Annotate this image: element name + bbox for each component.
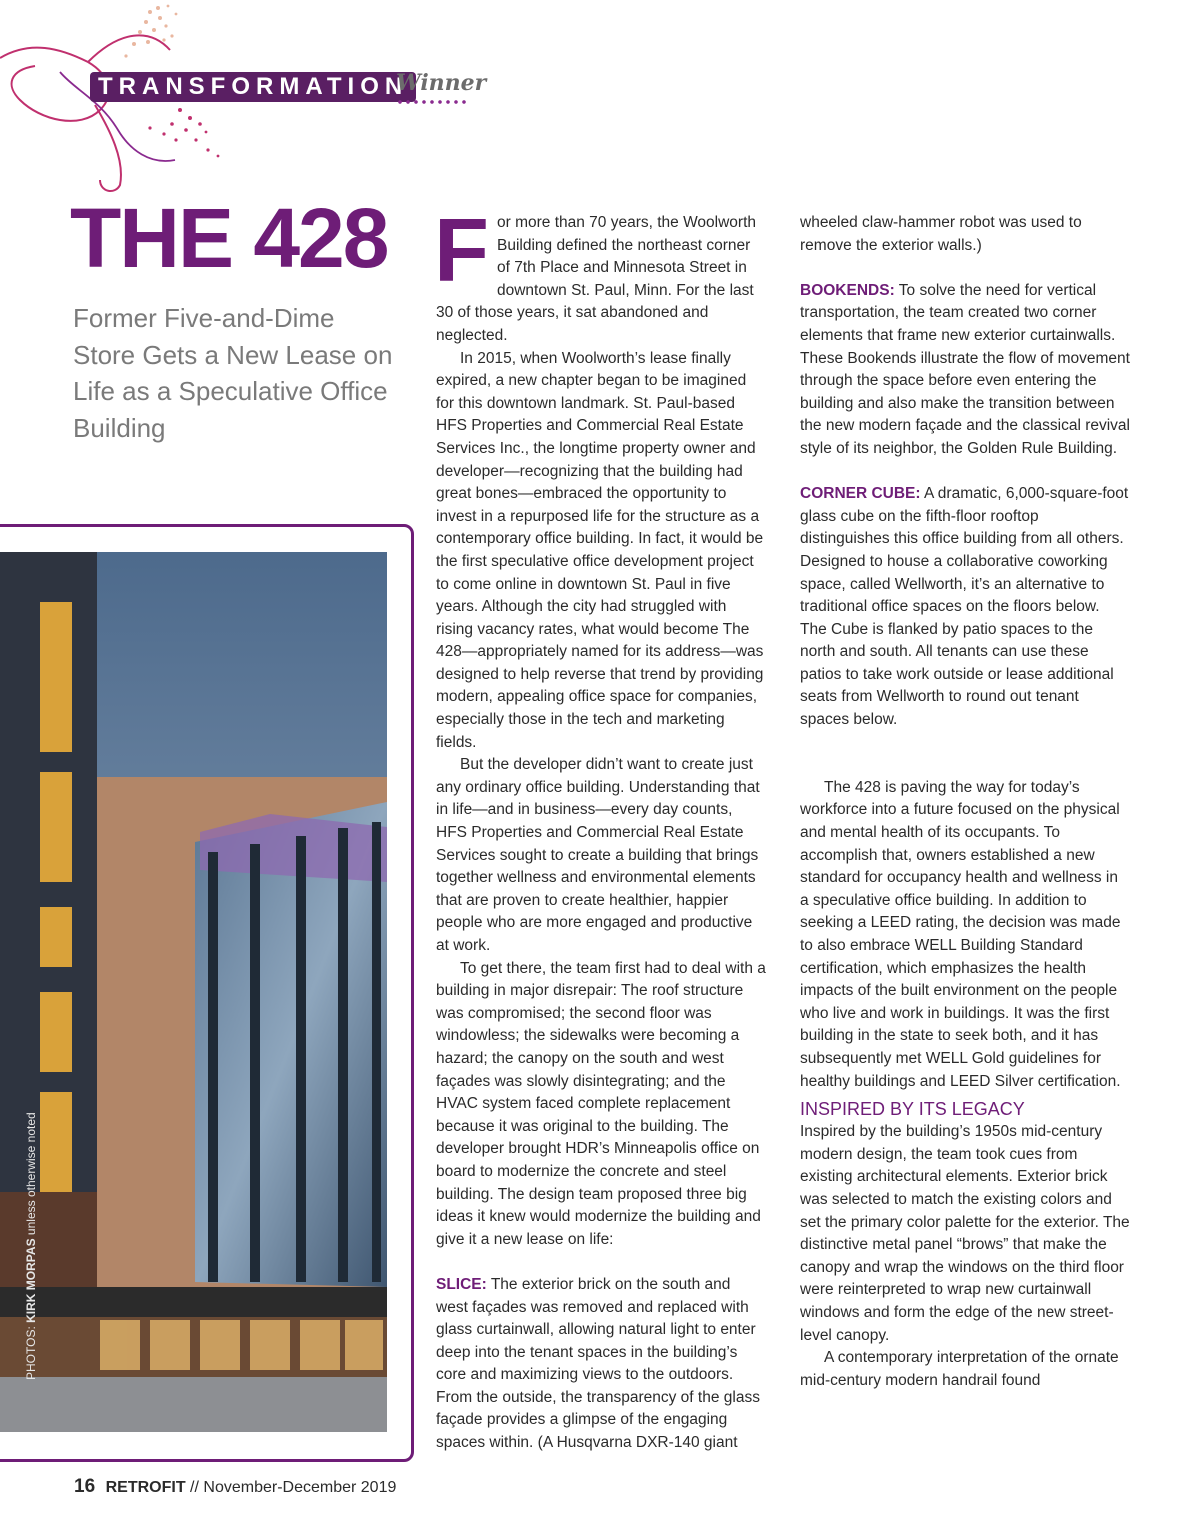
corner-cube-text: A dramatic, 6,000-square-foot glass cube on the fifth-floor rooftop distinguishes this office building from all others. Designed to house a collaborative coworking space, called Wellworth, it’s an alternative to traditional office spaces on the floors below. The Cube is flanked by patio spaces to the north and south. All tenants can use these patios to take work outside or lease additional seats from Wellworth to round out tenant spaces below. — [800, 485, 1129, 729]
paragraph: To get there, the team first had to deal with a building in major disrepair: The roof structure was compromised; the second floor was windowless; the sidewalks were becoming a hazard; the canopy on the south and west façades was slowly disintegrating; and the HVAC system faced complete replacement because it was original to the building. The developer brought HDR’s Minneapolis office on board to modernize the concrete and steel building. The design team proposed three big ideas it knew would modernize the building and give it a new lease on life: — [436, 959, 766, 1248]
paragraph: Inspired by the building’s 1950s mid-century modern design, the team took cues from existing architectural elements. Exterior brick was selected to match the existing colors and set the primary color palette for the exterior. The distinctive metal panel “brows” that make the canopy and wrap the windows on the third floor were reinterpreted to wrap new curtainwall windows and form the edge of the new street-level canopy. — [800, 1123, 1130, 1344]
paragraph: But the developer didn’t want to create just any ordinary office building. Understanding that in life—and in business—every day counts, HFS Properties and Commercial Real Estate Services sought to create a building that brings together wellness and environmental elements that are proven to create healthier, happier people who are more engaged and productive at work. — [436, 756, 760, 954]
body-column-2 — [800, 212, 1130, 1392]
corner-cube-label: CORNER CUBE: — [800, 485, 921, 503]
body-column-1 — [434, 201, 766, 1455]
paragraph: wheeled claw-hammer robot was used to remove the exterior walls.) — [800, 214, 1082, 254]
drop-cap: F — [434, 201, 489, 301]
paragraph: In 2015, when Woolworth’s lease finally expired, a new chapter began to be imagined for this downtown landmark. St. Paul-based HFS Properties and Commercial Real Estate Services Inc., the longtime property owner and developer—recognizing that the building had great bones—embraced the opportunity to invest in a repurposed life for the structure as a contemporary office building. In fact, it would be the first speculative office development project to come online in downtown St. Paul in five years. Although the city had struggled with rising vacancy rates, what would become The 428—appropriately named for its address—was designed to help reverse that trend by providing modern, appealing office space for companies, especially those in the tech and marketing fields. — [436, 349, 764, 751]
page-footer — [74, 1476, 396, 1498]
section-banner — [90, 72, 416, 102]
article-subtitle: Former Five-and-Dime Store Gets a New Lease on Life as a Speculative Office Building — [73, 303, 393, 443]
winner-dots-divider — [396, 100, 468, 104]
bookends-label: BOOKENDS: — [800, 281, 895, 299]
photo-credit — [24, 1112, 38, 1380]
slice-paragraph — [436, 1274, 766, 1455]
paragraph-intro-text: or more than 70 years, the Woolworth Building defined the northeast corner of 7th Place and Minnesota Street in downtown St. Paul, Minn. For the last 30 of those years, it sat abandoned and neglected. — [436, 214, 757, 344]
slice-text: The exterior brick on the south and west façades was removed and replaced with glass curtainwall, allowing natural light to enter deep into the tenant spaces in the building’s core and maximizing views to the outdoors. From the outside, the transparency of the glass façade provides a glimpse of the engaging spaces within. (A Husqvarna DXR-140 giant — [436, 1275, 760, 1452]
corner-cube-paragraph — [800, 483, 1130, 732]
credit-note: unless otherwise noted — [24, 1112, 38, 1236]
bookends-paragraph — [800, 280, 1130, 461]
page-number: 16 — [74, 1476, 96, 1497]
paragraph-intro — [434, 201, 766, 348]
magazine-name: RETROFIT — [105, 1479, 186, 1496]
paragraph: The 428 is paving the way for today’s workforce into a future focused on the physical and mental health of its occupants. To accomplish that, owners established a new standard for occupancy health and wellness in a speculative office building. In addition to seeking a LEED rating, the decision was made to also embrace WELL Building Standard certification, which emphasizes the health impacts of the built environment on the people who live and work in buildings. It was the first building in the state to seek both, and it has subsequently met WELL Gold guidelines for healthy buildings and LEED Silver certification. — [800, 778, 1121, 1090]
article-title: THE 428 — [70, 191, 388, 285]
paragraph: A contemporary interpretation of the ornate mid-century modern handrail found — [800, 1349, 1119, 1389]
building-photo — [0, 552, 387, 1432]
credit-label: PHOTOS: — [24, 1326, 38, 1380]
slice-label: SLICE: — [436, 1275, 487, 1293]
banner-label: TRANSFORMATION — [98, 73, 409, 100]
winner-badge: Winner — [396, 70, 487, 96]
section-heading: INSPIRED BY ITS LEGACY — [800, 1099, 1025, 1120]
issue-date: // November-December 2019 — [190, 1479, 397, 1496]
credit-name: KIRK MORPAS — [24, 1238, 38, 1323]
bookends-text: To solve the need for vertical transportation, the team created two corner elements that frame new exterior curtainwalls. These Bookends illustrate the flow of movement through the space before even entering the building and also make the transition between the new modern façade and the classical revival style of its neighbor, the Golden Rule Building. — [800, 281, 1130, 457]
